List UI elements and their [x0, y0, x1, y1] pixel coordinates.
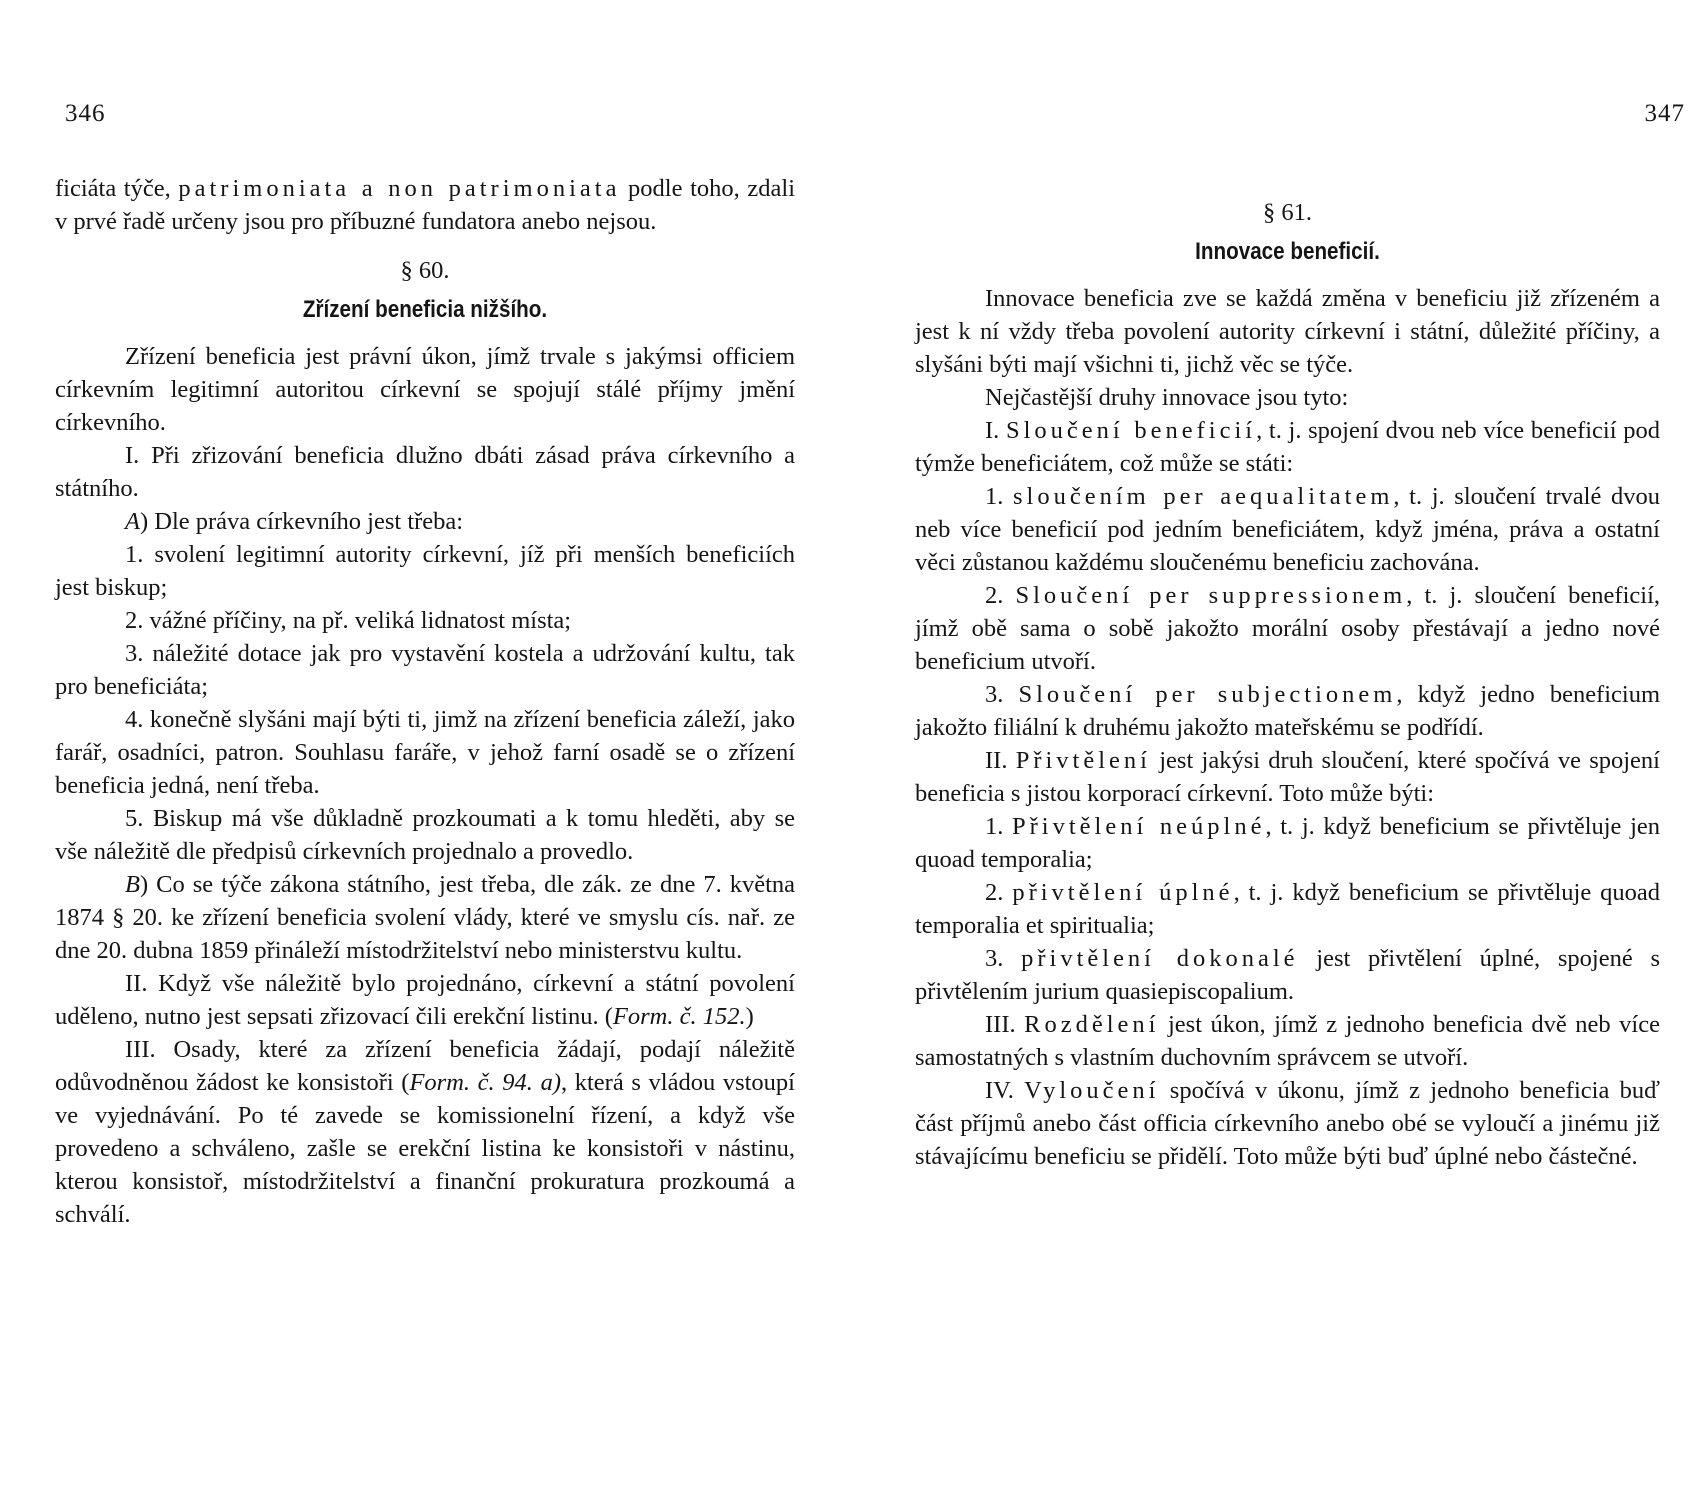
spaced-term: přivtělení dokonalé	[1021, 945, 1299, 972]
paragraph	[915, 414, 1660, 480]
spaced-term: sloučením per aequalitatem	[1013, 483, 1394, 510]
list-item: 3. náležité dotace jak pro vystavění kostela a udržování kultu, tak pro beneficiáta;	[55, 640, 795, 700]
page-number: 346	[65, 100, 106, 127]
text-run: )	[745, 1003, 754, 1030]
spaced-term: Rozdělení	[1024, 1011, 1160, 1038]
page-number: 347	[1644, 100, 1685, 127]
section-heading: Innovace beneficií.	[1195, 238, 1380, 265]
text-run: , která s vládou vstoupí ve vyjednávání. Po té zavede se komissionelní řízení, a když vše provedeno a schváleno, zašle se erekční listina ke konsistoři v nástinu, kterou konsistoř, místodržitelství a finanční prokuratura prozkoumá a schválí.	[55, 1069, 795, 1228]
list-item	[915, 678, 1660, 744]
list-item: 5. Biskup má vše důkladně prozkoumati a k tomu hleděti, aby se vše náležitě dle předpisů církevních projednalo a provedlo.	[55, 805, 795, 865]
section-number: § 60.	[400, 257, 450, 284]
list-item	[915, 579, 1660, 678]
section-heading: Zřízení beneficia nižšího.	[302, 296, 548, 323]
text-run: 3.	[985, 681, 1019, 708]
spaced-term: Přivtělení	[1015, 747, 1151, 774]
text-run: 1.	[985, 813, 1013, 840]
form-reference: Form. č. 94. a)	[409, 1069, 561, 1096]
text-run: jest úkon, jímž z jednoho beneficia dvě neb více samostatných s vlastním duchovním správcem se utvoří.	[915, 1011, 1660, 1071]
paragraph	[915, 1008, 1660, 1074]
paragraph: I. Při zřizování beneficia dlužno dbáti zásad práva církevního a státního.	[55, 442, 795, 502]
italic-letter: A	[125, 508, 140, 535]
text-run: 3.	[985, 945, 1022, 972]
paragraph	[55, 967, 795, 1033]
italic-letter: B	[125, 871, 140, 898]
text-run: II.	[985, 747, 1016, 774]
text-run: ) Co se týče zákona státního, jest třeba, dle zák. ze dne 7. května 1874 § 20. ke zřízení beneficia svolení vlády, které ve smyslu cís. nař. ze dne 20. dubna 1859 přináleží místodržitelství nebo ministerstvu kultu.	[55, 871, 795, 964]
paragraph: Nejčastější druhy innovace jsou tyto:	[985, 384, 1349, 411]
text-run: ) Dle práva církevního jest třeba:	[139, 508, 464, 535]
text-run: I.	[985, 417, 1006, 444]
text-run: ficiáta týče,	[55, 175, 179, 202]
list-item: 2. vážné příčiny, na př. veliká lidnatost místa;	[125, 607, 572, 634]
text-run: III. Osady, které za zřízení beneficia žádají, podají náležitě odůvodněnou žádost ke konsistoři (	[55, 1036, 795, 1096]
text-run: , t. j. když beneficium se přivtěluje quoad temporalia et spiritualia;	[915, 879, 1661, 939]
spaced-term: Vyloučení	[1024, 1077, 1160, 1104]
right-page-text	[915, 196, 1660, 1173]
list-item: 4. konečně slyšáni mají býti ti, jimž na zřízení beneficia záleží, jako farář, osadníci, patron. Souhlasu faráře, v jehož farní osadě se o zřízení beneficia jedná, není třeba.	[55, 706, 795, 799]
text-run: 2.	[985, 582, 1016, 609]
spaced-term: Přivtělení neúplné	[1012, 813, 1266, 840]
form-reference: Form. č. 152.	[612, 1003, 746, 1030]
spaced-term: patrimoniata a non patrimoniata	[178, 175, 621, 202]
text-run: , t. j. sloučení trvalé dvou neb více beneficií pod jedním beneficiátem, když jména, práva a ostatní věci zůstanou každému sloučenému beneficiu zachována.	[915, 483, 1660, 576]
paragraph	[915, 1074, 1660, 1173]
spaced-term: Sloučení beneficií	[1005, 417, 1257, 444]
list-item	[915, 876, 1660, 942]
text-run: jest přivtělení úplné, spojené s přivtělením jurium quasiepiscopalium.	[915, 945, 1660, 1005]
text-run: , když jedno beneficium jakožto filiální k druhému jakožto mateřskému se podřídí.	[915, 681, 1661, 741]
paragraph: Innovace beneficia zve se každá změna v beneficiu již zřízeném a jest k ní vždy třeba povolení autority církevní i státní, důležité příčiny, a slyšáni býti mají všichni ti, jichž věc se týče.	[915, 285, 1660, 378]
text-run: jest jakýsi druh sloučení, které spočívá ve spojení beneficia s jistou korporací církevní. Toto může býti:	[915, 747, 1660, 807]
text-run: IV.	[985, 1077, 1025, 1104]
text-run: 1.	[985, 483, 1014, 510]
paragraph	[55, 868, 795, 967]
text-run: , t. j. sloučení beneficií, jímž obě sama o sobě jakožto morální osoby přestávají a jedno nové beneficium utvoří.	[915, 582, 1660, 675]
paragraph: Zřízení beneficia jest právní úkon, jímž trvale s jakýmsi officiem církevním legitimní autoritou církevní se spojují stálé příjmy jmění církevního.	[55, 343, 795, 436]
spaced-term: Sloučení per subjectionem	[1018, 681, 1397, 708]
section-number: § 61.	[1263, 199, 1312, 226]
text-run: , t. j. spojení dvou neb více beneficií pod týmže beneficiátem, což může se státi:	[915, 417, 1660, 477]
paragraph	[915, 744, 1660, 810]
paragraph	[55, 505, 795, 538]
list-item: 1. svolení legitimní autority církevní, jíž při menších beneficiích jest biskup;	[55, 541, 795, 601]
spaced-term: Sloučení per suppressionem	[1015, 582, 1407, 609]
list-item	[915, 480, 1660, 579]
text-run: 2.	[985, 879, 1013, 906]
list-item	[915, 810, 1660, 876]
text-run: spočívá v úkonu, jímž z jednoho beneficia buď část příjmů anebo část officia církevního anebo obé se vyloučí a jinému již stávajícímu beneficiu se přidělí. Toto může býti buď úplné nebo částečné.	[915, 1077, 1660, 1170]
text-run: III.	[985, 1011, 1025, 1038]
spaced-term: přivtělení úplné	[1012, 879, 1234, 906]
left-page-text	[55, 172, 795, 1231]
text-run: II. Když vše náležitě bylo projednáno, církevní a státní povolení uděleno, nutno jest sepsati zřizovací čili erekční listinu. (	[55, 970, 795, 1030]
paragraph	[55, 1033, 795, 1231]
text-run: , t. j. když beneficium se přivtěluje jen quoad temporalia;	[915, 813, 1660, 873]
paragraph	[55, 172, 795, 238]
list-item	[915, 942, 1660, 1008]
text-run: podle toho, zdali v prvé řadě určeny jsou pro příbuzné fundatora anebo nejsou.	[55, 175, 796, 235]
